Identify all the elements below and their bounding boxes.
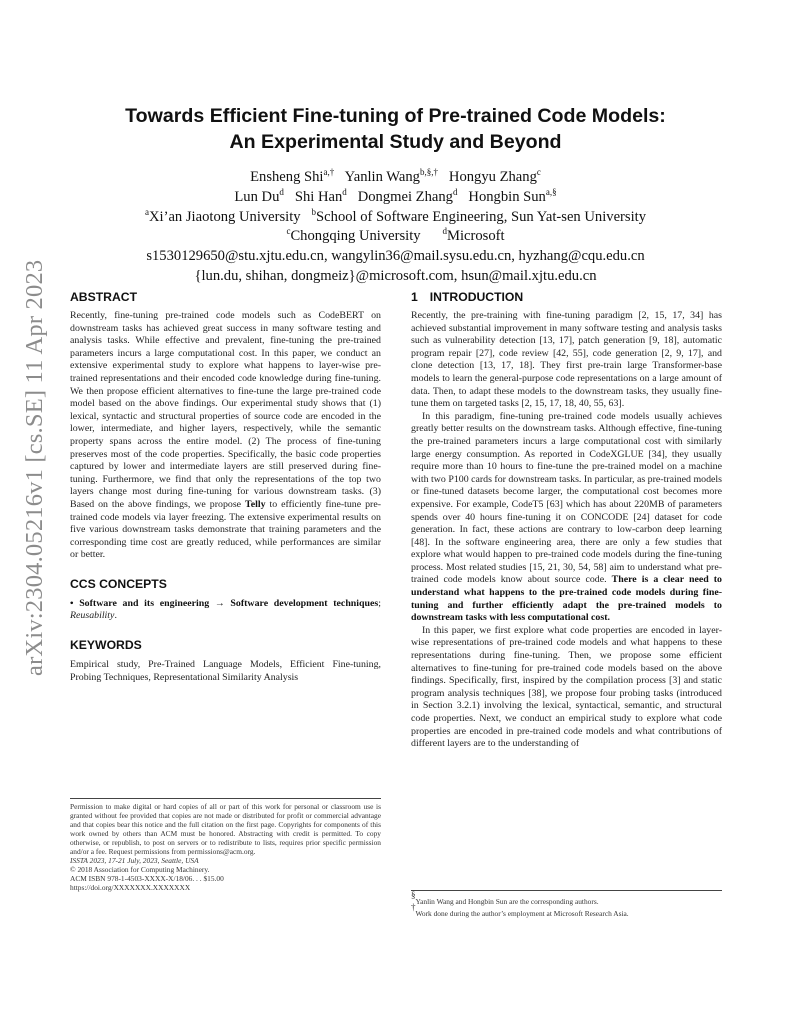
conference-info [70,856,381,865]
keywords-heading: KEYWORDS [70,638,142,653]
intro-paragraph-3: In this paper, we first explore what code properties are encoded in layer-wise representations of pre-trained code models and what happens to these representations during fine-tuning. Then, we propose some efficient alternatives to fine-tuning for pre-trained code models based on the above findings. Specifically, first, inspired by the compilation process [3] and static program analysis techniques [38], we propose four probing tasks (introduced in Section 3.2.1) involving the lexical, syntactical, semantic, and structural code properties. Next, we conduct an empirical study to explore what code properties are encoded in pre-trained code models and what contributions of different layers are to the understanding of [411,624,722,750]
section-number: 1 [411,290,418,304]
author-affil-mark: d [452,186,458,197]
author-affil-mark: a,§ [545,186,557,197]
isbn: ACM ISBN 978-1-4503-XXXX-X/18/06. . . $15.00 [70,874,224,884]
intro-paragraph-1: Recently, the pre-training with fine-tuning paradigm [2, 15, 17, 34] has achieved substantial improvement in many software testing and analysis tasks such as vulnerability detection [13, 17], patch generation [9, 18], automatic program repair [27], code review [42, 55], code generation [2, 9, 17], and clone detection [13, 17, 18]. They first pre-train large Transformer-base models to learn the general-purpose code representations on a large amount of data. Then, to adapt these models to the downstream tasks, they usually fine-tune them on targeted tasks [2, 15, 17, 18, 40, 55, 63]. [411,310,722,410]
footnote-text: Yanlin Wang and Hongbin Sun are the corresponding authors. [415,897,599,906]
footnote-mark: † [411,902,416,912]
title-line-2: An Experimental Study and Beyond [229,131,562,153]
affiliation-line-2 [70,227,721,247]
permission-text: Permission to make digital or hard copies of all or part of this work for personal or classroom use is granted without fee provided that copies are not made or distributed for profit or commercial advantage and that copies bear this notice and the full citation on the first page. Copyrights for components of this work owned by others than ACM must be honored. Abstracting with credit is permitted. To copy otherwise, or republish, to post on servers or to redistribute to lists, requires prior specific permission and/or a fee. Request permissions from permissions@acm.org. [70,802,381,857]
abstract-text-part: Recently, fine-tuning pre-trained code models such as CodeBERT on downstream tasks has achieved great success in many software testing and analysis tasks. While effective and prevalent, fine-tuning the pre-trained parameters incurs a large computational cost. In this paper, we conduct an extensive experimental study to explore what happens to layer-wise pre-trained representations and their encoded code knowledge during fine-tuning. We then propose efficient alternatives to fine-tune the large pre-trained code model based on the above findings. Our experimental study shows that (1) lexical, syntactic and structural properties of source code are encoded in the lower, intermediate, and higher layers, respectively, while the semantic property spans across the entire model. (2) The process of fine-tuning preserves most of the code properties. Specifically, the basic code properties captured by lower and intermediate layers are still preserved during fine-tuning. Furthermore, we find that only the representations of the top two layers change most during fine-tuning for various downstream tasks. (3) Based on the above findings, we propose [70,310,381,510]
affil-mark: a [145,206,149,217]
introduction-heading [411,290,722,305]
author-name: Dongmei Zhang [357,188,453,205]
author-line-1 [70,168,721,188]
section-title: INTRODUCTION [429,290,524,304]
keywords-text: Empirical study, Pre-Trained Language Models, Efficient Fine-tuning, Probing Techniques, Representational Similarity Analysis [70,659,381,683]
affil-mark: b [311,206,317,217]
arxiv-identifier: arXiv:2304.05216v1 [cs.SE] 11 Apr 2023 [21,259,48,677]
abstract-text [70,310,381,562]
affil-mark: d [442,226,447,237]
ccs-concepts [70,598,381,623]
ccs-separator: ; [378,597,382,609]
intro-emphasis: There is a clear need to understand what happens to the pre-trained code models during fine-tuning and further efficiently adapt the pre-trained models to downstream tasks with less computational cost. [411,574,722,624]
ccs-subconcept: Reusability [70,610,115,622]
abstract-heading: ABSTRACT [70,290,138,304]
left-column [70,290,381,684]
footnote-text: Work done during the author’s employment at Microsoft Research Asia. [415,909,629,918]
system-name: Telly [245,498,266,510]
author-name: Yanlin Wang [344,169,420,185]
intro-paragraph-2 [411,411,722,625]
ccs-heading: CCS CONCEPTS [70,576,167,591]
ccs-bullet: • [70,597,74,609]
affiliation: Xi’an Jiaotong University [149,208,301,225]
ccs-concept: Software and its engineering → Software development techniques [79,597,379,609]
author-affil-mark: d [342,186,347,197]
footnotes [411,890,722,919]
author-block [70,168,721,287]
footnote-mark: § [411,890,416,900]
author-name: Hongyu Zhang [448,169,537,185]
author-affil-mark: a,† [323,167,335,177]
author-affil-mark: b,§,† [419,167,438,177]
author-name: Hongbin Sun [468,188,546,205]
conference-name: ISSTA 2023, 17-21 July, 2023, Seattle, USA [70,856,199,866]
affiliation: School of Software Engineering, Sun Yat-sen University [316,208,646,225]
footnote-1 [411,890,722,907]
abstract-text-part: to efficiently fine-tune pre-trained code models via layer freezing. The extensive experimental results on five various downstream tasks demonstrate that training parameters and the corresponding time cost are greatly reduced, while performances are similar or better. [70,498,381,561]
emails-line-1: s1530129650@stu.xjtu.edu.cn, wangylin36@mail.sysu.edu.cn, hyzhang@cqu.edu.cn [146,248,645,265]
affiliation: Chongqing University [290,228,421,245]
intro-text-part: In this paradigm, fine-tuning pre-trained code models usually achieves greatly better results on the downstream tasks. Although effective, fine-tuning the pre-trained parameters incurs a large computational cost with similarly large energy consumption. As reported in CodeXGLUE [34], they usually require more than 10 hours to fine-tune the pre-trained model on a machine with two P100 cards for downstream tasks. In particular, as pre-trained models or fine-tuned datasets become larger, the computational cost becomes more expensive. For example, CodeT5 [63] which has about 220MB of parameters spends over 40 hours fine-tuning it on CONCODE [24] dataset for code generation. In fact, these actions are contrary to low-carbon deep learning [48]. In the software engineering area, there are only a few studies that explore what would happen to pre-trained code models during the fine-tuning process. Most related studies [15, 21, 30, 54, 58] aim to understand what pre-trained code models know about source code. [411,410,722,586]
author-affil-mark: c [536,167,541,177]
author-name: Ensheng Shi [250,169,324,185]
copyright: © 2018 Association for Computing Machinery. [70,865,210,875]
footnote-2 [411,902,722,919]
affiliation: Microsoft [446,228,505,245]
permission-block [70,798,381,892]
affil-mark: c [286,226,291,237]
title-line-1: Towards Efficient Fine-tuning of Pre-trained Code Models: [125,105,666,127]
author-affil-mark: d [279,186,284,197]
affiliation-line-1 [70,208,721,228]
emails-line-2: {lun.du, shihan, dongmeiz}@microsoft.com, hsun@mail.xjtu.edu.cn [194,267,597,284]
paper-title [70,103,721,155]
ccs-end: . [114,610,117,622]
author-name: Shi Han [294,188,343,205]
author-name: Lun Du [234,188,280,205]
right-column [411,290,722,751]
author-line-2 [70,188,721,208]
doi-link[interactable]: https://doi.org/XXXXXXX.XXXXXXX [70,883,191,893]
